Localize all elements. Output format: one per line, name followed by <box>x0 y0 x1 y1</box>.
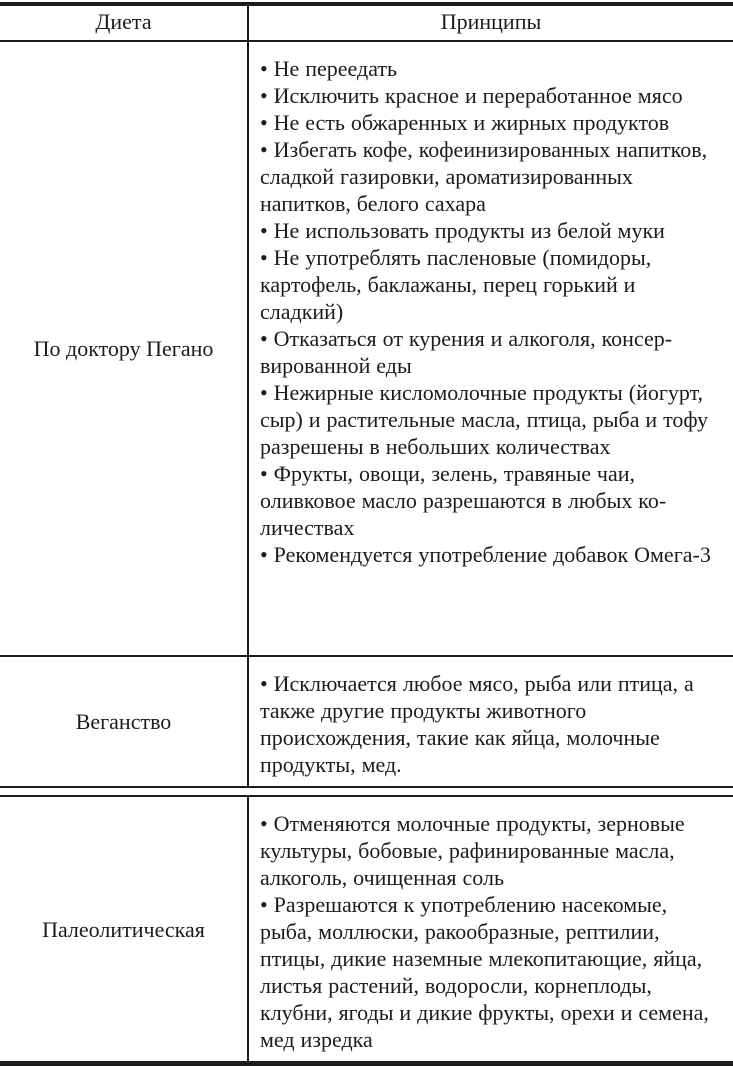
table-row-vegan <box>0 657 733 786</box>
principle-item: • Нежирные кисломолочные продукты (йогурт, сыр) и растительные масла, птица, рыба и тофу разрешены в небольших количествах <box>260 380 709 459</box>
principle-item: • Исключить красное и переработанное мясо <box>260 83 683 108</box>
table-row-paleo <box>0 797 733 1061</box>
principle-item: • Не использовать продукты из белой муки <box>260 218 665 243</box>
principle-item: • Отменяются молочные продукты, зерновые культуры, бобовые, рафинированные масла, алкоголь, очищенная соль <box>260 811 685 890</box>
column-header-diet: Диета <box>0 6 249 40</box>
principle-item: • Исключается любое мясо, рыба или птица, а также другие продукты животного происхождения, такие как яйца, молочные продукты, мед. <box>260 671 694 777</box>
table-row-pegano <box>0 42 733 657</box>
table-section-continued <box>0 795 733 1066</box>
diet-name-pegano: По доктору Пегано <box>0 42 249 655</box>
table-header-row <box>0 6 733 42</box>
diet-table <box>0 2 733 1066</box>
principle-item: • Избегать кофе, кофеинизированных напитков, сладкой газировки, ароматизированных напитков, белого сахара <box>260 137 708 216</box>
principles-list-pegano <box>249 42 733 655</box>
column-header-principles: Принципы <box>440 9 542 34</box>
principle-item: • Рекомендуется употребление добавок Омега-3 <box>260 542 711 567</box>
principle-item: • Не переедать <box>260 56 398 81</box>
principle-item: • Не употреблять пасленовые (помидоры, картофель, баклажаны, перец горький и сладкий) <box>260 245 652 324</box>
diet-name-paleo: Палеолитическая <box>0 797 249 1061</box>
diet-name-vegan: Веганство <box>0 657 249 786</box>
principles-list-paleo <box>249 797 733 1061</box>
principle-item: • Разрешаются к употреблению насекомые, рыба, моллюски, ракообразные, рептилии, птицы, дикие наземные млекопитающие, яйца, листья растений, водоросли, корнеплоды, клубни, ягоды и дикие фрукты, орехи и семена, мед изредка <box>260 892 709 1052</box>
table-section-main <box>0 2 733 788</box>
principle-item: • Отказаться от курения и алкоголя, консервированной еды <box>260 326 673 378</box>
principle-item: • Фрукты, овощи, зелень, травяные чаи, оливковое масло разрешаются в любых количествах <box>260 461 667 540</box>
principles-list-vegan <box>249 657 733 786</box>
principle-item: • Не есть обжаренных и жирных продуктов <box>260 110 670 135</box>
